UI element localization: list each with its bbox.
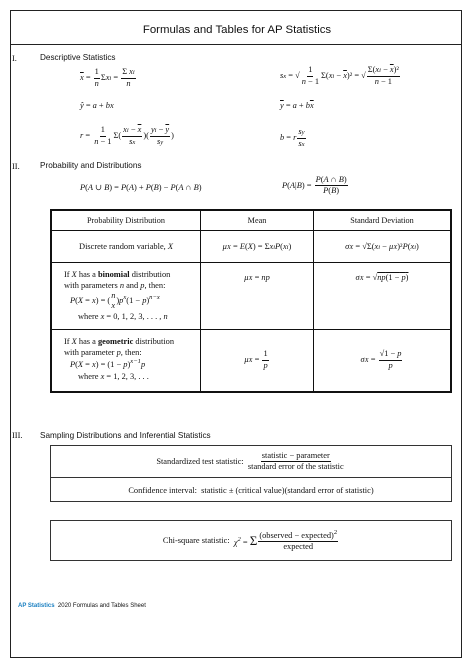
formula-slope: b = r $\frac{sy}{sx}$ <box>280 127 305 148</box>
footer-text: 2020 Formulas and Tables Sheet <box>57 603 146 609</box>
row-geometric-sd: σX = $\frac{√1 - p}{p}$ <box>314 330 452 392</box>
confidence-interval-label: Confidence interval: <box>128 486 197 495</box>
section-heading-descriptive: Descriptive Statistics <box>40 53 116 62</box>
test-statistic-denominator: standard error of the statistic <box>247 462 344 471</box>
section-heading-probability: Probability and Distributions <box>40 161 142 170</box>
header-distribution: Probability Distribution <box>51 210 201 231</box>
row-discrete-mean: μX = E(X) = ΣxiP(xi) <box>201 231 314 263</box>
formula-std-dev: sx = √ $\frac{1}{n - 1}$ $\Sigma(xi - \overline{x})^2$ = √ $\frac{\Sigma(xi - \overline{x})^2}{n - 1}$ <box>280 65 399 86</box>
inference-box <box>50 445 452 502</box>
confidence-interval-formula: statistic ± (critical value)(standard error of statistic) <box>201 486 374 495</box>
formula-addition-rule: P(A ∪ B) = P(A) + P(B) − P(A ∩ B) <box>80 183 202 192</box>
test-statistic-numerator: statistic − parameter <box>261 452 331 462</box>
chi-square-numerator: (observed − expected) <box>259 530 334 540</box>
chi-square-label: Chi-square statistic: <box>162 536 230 545</box>
distribution-table <box>50 209 452 393</box>
row-binomial-mean: μX = np <box>201 263 314 330</box>
chi-square-denominator: expected <box>283 541 314 551</box>
section-numeral-3: III. <box>12 431 23 440</box>
title-rule <box>10 44 462 45</box>
row-discrete-label: Discrete random variable, X <box>51 231 201 263</box>
chi-square-box <box>50 520 452 561</box>
chi-square-row: Chi-square statistic: $\chi^2 = \Sigma$ $\frac{(observed - expected)^2}{\text{expected}}$ <box>162 528 338 551</box>
formula-conditional: P(A|B) = $\frac{P(A \cap B)}{P(B)}$ <box>282 175 347 196</box>
row-binomial-label: If X has a binomial distribution with parameters n and p, then: P(X = x) = ( n x )$p^x(1 - p)^{n-x}$ where x = 0, 1, 2, 3, . . . , n <box>51 263 201 330</box>
confidence-interval-row <box>51 478 451 503</box>
formula-regression-mean: $\overline{y} = a + b\overline{x}$ <box>280 101 314 110</box>
test-statistic-row <box>51 446 451 478</box>
footer <box>18 603 146 609</box>
section-numeral-2: II. <box>12 162 20 171</box>
formula-correlation: r = $\frac{1}{n - 1}$ Σ( $\frac{xi - \overline{x}}{sx}$ )( $\frac{yi - \overline{y}}{sy}$ ) <box>80 125 174 146</box>
row-geometric-mean: μX = $\frac{1}{p}$ <box>201 330 314 392</box>
footer-brand: AP Statistics <box>18 603 55 609</box>
section-heading-sampling: Sampling Distributions and Inferential Statistics <box>40 431 211 440</box>
formula-regression-line: ŷ = a + bx <box>80 101 114 110</box>
row-geometric-label: If X has a geometric distribution with parameter p, then: $P(X = x) = (1 - p)^{x-1}p$ where x = 1, 2, 3, . . . <box>51 330 201 392</box>
header-mean: Mean <box>201 210 314 231</box>
row-binomial-sd: σX = √np(1 − p) <box>314 263 452 330</box>
row-discrete-sd: σX = √Σ(xi − μX)²P(xi) <box>314 231 452 263</box>
test-statistic-label: Standardized test statistic: <box>156 457 244 466</box>
section-numeral-1: I. <box>12 54 17 63</box>
formula-mean: $\overline{x}$ = $\frac{1}{n}$ Σxi = $\frac{\text{Σ xi}}{n}$ <box>80 67 135 88</box>
page-title: Formulas and Tables for AP Statistics <box>142 24 332 36</box>
header-std-dev: Standard Deviation <box>314 210 452 231</box>
